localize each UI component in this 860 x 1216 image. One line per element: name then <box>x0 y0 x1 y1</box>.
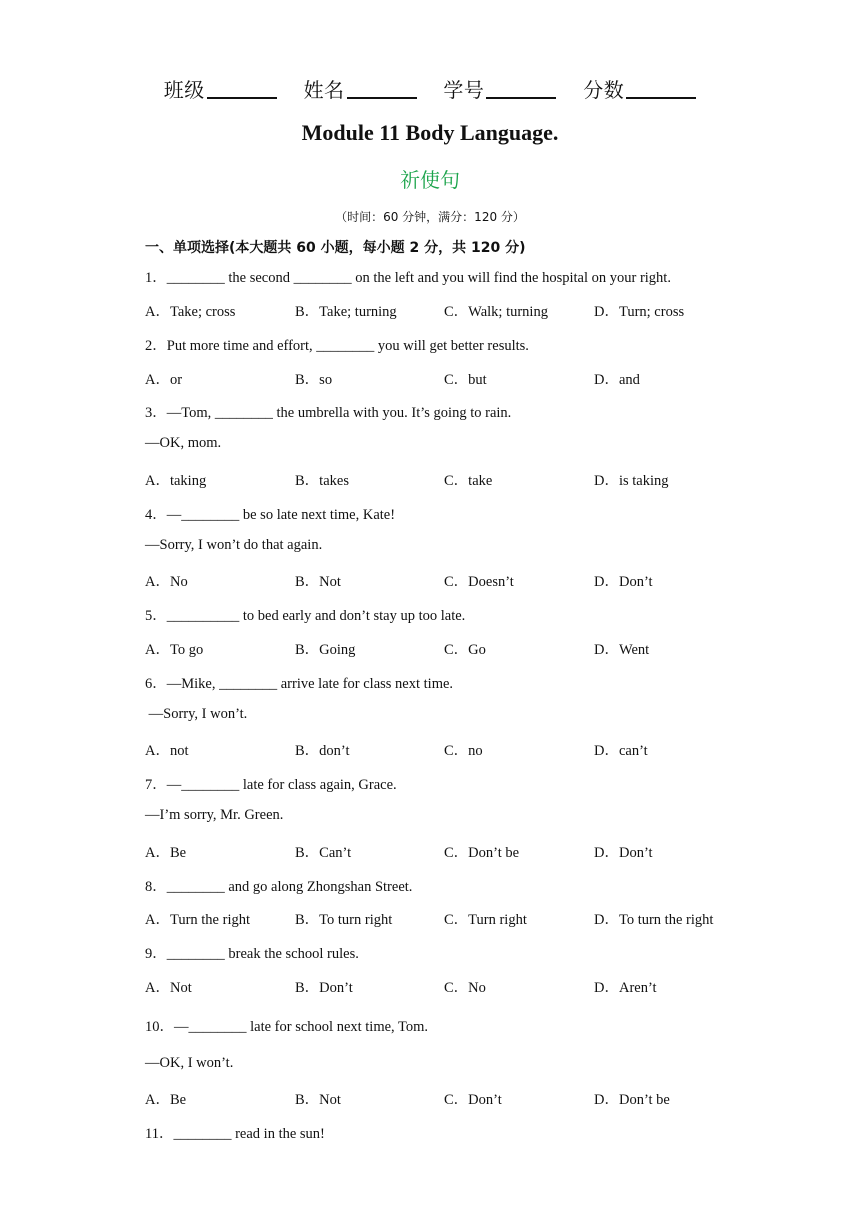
question-reply: —OK, I won’t. <box>145 1055 234 1071</box>
name-field <box>304 74 417 103</box>
option-d: D．and <box>594 372 640 388</box>
class-label: 班级 <box>163 78 205 102</box>
number-label: 学号 <box>443 78 485 102</box>
question-reply: —Sorry, I won’t. <box>145 706 248 722</box>
name-label: 姓名 <box>303 78 345 102</box>
option-a: A．To go <box>145 642 204 658</box>
option-d: D．Don’t <box>594 845 653 861</box>
option-b: B．Take; turning <box>295 304 397 320</box>
option-a: A．Not <box>145 980 192 996</box>
class-blank <box>207 79 277 99</box>
page-subtitle: 祈使句 <box>400 168 460 192</box>
score-field <box>583 74 696 103</box>
option-b: B．Can’t <box>295 845 352 861</box>
option-c: C．Doesn’t <box>444 574 514 590</box>
question-stem: 4．—________ be so late next time, Kate! <box>145 507 396 523</box>
option-b: B．takes <box>295 473 349 489</box>
option-a: A．taking <box>145 473 207 489</box>
option-b: B．Going <box>295 642 356 658</box>
option-c: C．No <box>444 980 486 996</box>
option-d: D．Don’t <box>594 574 653 590</box>
question-stem: 7．—________ late for class again, Grace. <box>145 777 397 793</box>
question-stem: 9．________ break the school rules. <box>145 946 359 962</box>
option-b: B．Not <box>295 1092 341 1108</box>
option-a: A．Be <box>145 845 187 861</box>
option-c: C．Walk; turning <box>444 304 548 320</box>
question-stem: 8．________ and go along Zhongshan Street. <box>145 879 413 895</box>
option-d: D．Aren’t <box>594 980 657 996</box>
question-stem: 3．—Tom, ________ the umbrella with you. It’s going to rain. <box>145 405 512 421</box>
option-c: C．Don’t be <box>444 845 520 861</box>
question-reply: —OK, mom. <box>145 435 222 451</box>
option-c: C．Go <box>444 642 486 658</box>
student-info-line <box>0 74 860 103</box>
option-b: B．don’t <box>295 743 350 759</box>
option-d: D．Turn; cross <box>594 304 685 320</box>
option-d: D．Went <box>594 642 650 658</box>
name-blank <box>347 79 417 99</box>
score-blank <box>626 79 696 99</box>
option-d: D．To turn the right <box>594 912 714 928</box>
question-stem: 11．________ read in the sun! <box>145 1126 325 1142</box>
number-field <box>443 74 556 103</box>
section-heading: 一、单项选择(本大题共 60 小题，每小题 2 分，共 120 分) <box>145 240 526 256</box>
option-d: D．Don’t be <box>594 1092 670 1108</box>
question-reply: —I’m sorry, Mr. Green. <box>145 807 284 823</box>
question-stem: 10．—________ late for school next time, Tom. <box>145 1019 429 1035</box>
option-a: A．Turn the right <box>145 912 250 928</box>
number-blank <box>486 79 556 99</box>
option-b: B．so <box>295 372 333 388</box>
option-b: B．Don’t <box>295 980 353 996</box>
class-field <box>164 74 277 103</box>
option-d: D．is taking <box>594 473 669 489</box>
option-a: A．Be <box>145 1092 187 1108</box>
option-b: B．To turn right <box>295 912 393 928</box>
page-title: Module 11 Body Language. <box>301 120 559 145</box>
option-c: C．Don’t <box>444 1092 502 1108</box>
question-stem: 5．__________ to bed early and don’t stay up too late. <box>145 608 466 624</box>
option-c: C．but <box>444 372 487 388</box>
option-a: A．Take; cross <box>145 304 236 320</box>
option-d: D．can’t <box>594 743 648 759</box>
exam-meta: （时间：60 分钟，满分：120 分） <box>335 210 525 224</box>
question-stem: 6．—Mike, ________ arrive late for class next time. <box>145 676 454 692</box>
question-stem: 1．________ the second ________ on the left and you will find the hospital on your right. <box>145 270 671 286</box>
option-a: A．No <box>145 574 188 590</box>
option-c: C．take <box>444 473 493 489</box>
option-b: B．Not <box>295 574 341 590</box>
option-a: A．or <box>145 372 183 388</box>
question-stem: 2．Put more time and effort, ________ you will get better results. <box>145 338 529 354</box>
question-reply: —Sorry, I won’t do that again. <box>145 537 323 553</box>
option-c: C．no <box>444 743 483 759</box>
score-label: 分数 <box>583 78 625 102</box>
option-c: C．Turn right <box>444 912 527 928</box>
option-a: A．not <box>145 743 189 759</box>
